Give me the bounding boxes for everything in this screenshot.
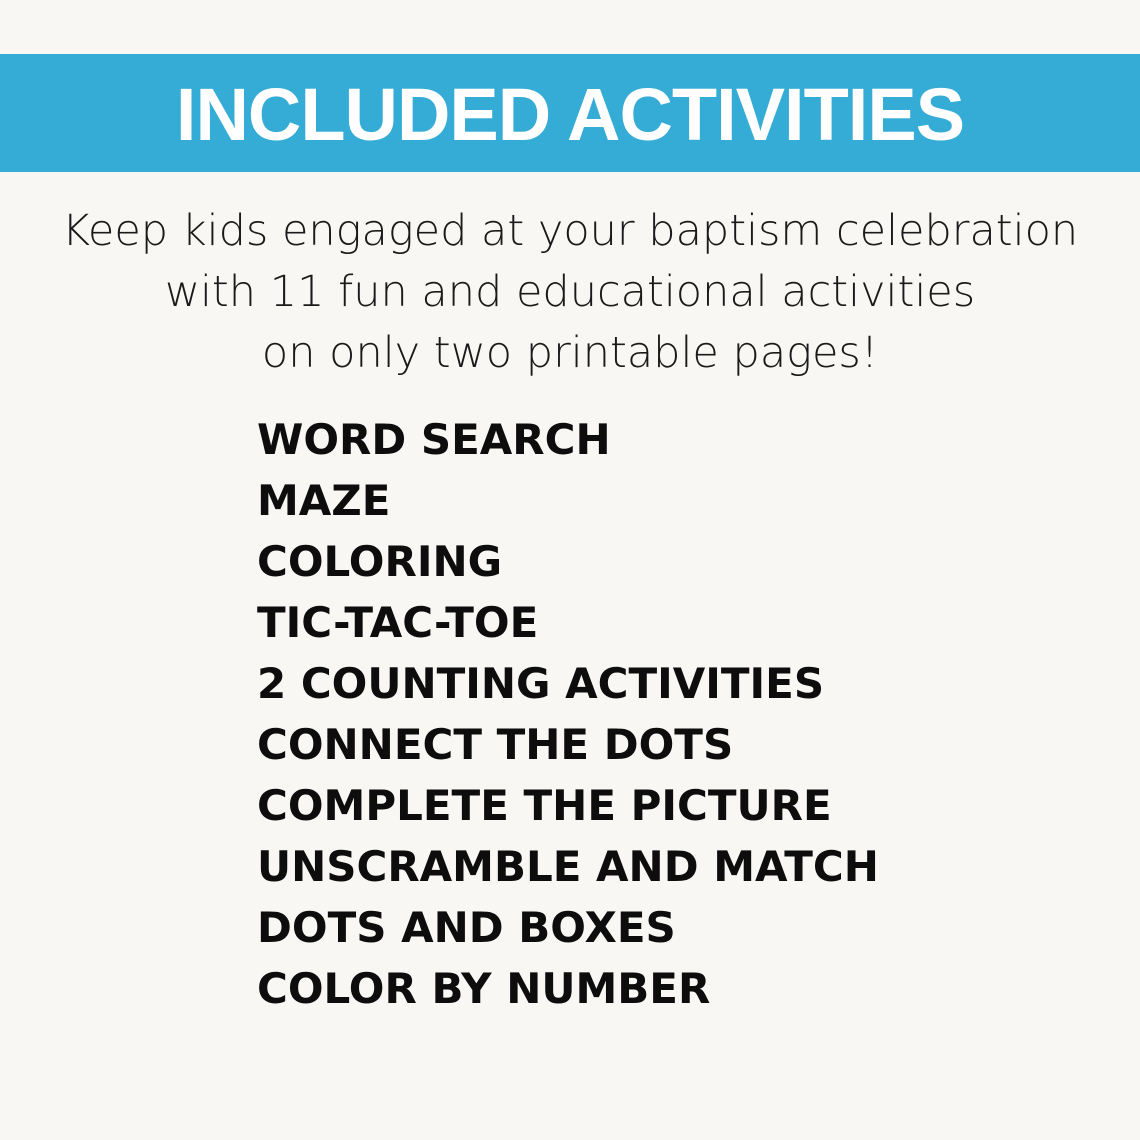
activity-list bbox=[257, 409, 879, 1019]
intro-line: with 11 fun and educational activities bbox=[164, 267, 976, 317]
activity-item: COMPLETE THE PICTURE bbox=[257, 781, 832, 830]
activity-item: CONNECT THE DOTS bbox=[257, 720, 734, 769]
title-banner bbox=[0, 54, 1140, 172]
activity-item: COLOR BY NUMBER bbox=[257, 964, 711, 1013]
intro-text bbox=[0, 201, 1140, 384]
activity-item: UNSCRAMBLE AND MATCH bbox=[257, 842, 879, 891]
page-title: INCLUDED ACTIVITIES bbox=[175, 73, 965, 156]
activity-item: DOTS AND BOXES bbox=[257, 903, 676, 952]
activity-item: WORD SEARCH bbox=[257, 415, 611, 464]
activity-item: COLORING bbox=[257, 537, 503, 586]
activity-item: TIC-TAC-TOE bbox=[257, 598, 539, 647]
intro-line: on only two printable pages! bbox=[261, 328, 879, 378]
activity-item: 2 COUNTING ACTIVITIES bbox=[257, 659, 825, 708]
intro-line: Keep kids engaged at your baptism celebration bbox=[61, 206, 1079, 256]
activity-item: MAZE bbox=[257, 476, 391, 525]
